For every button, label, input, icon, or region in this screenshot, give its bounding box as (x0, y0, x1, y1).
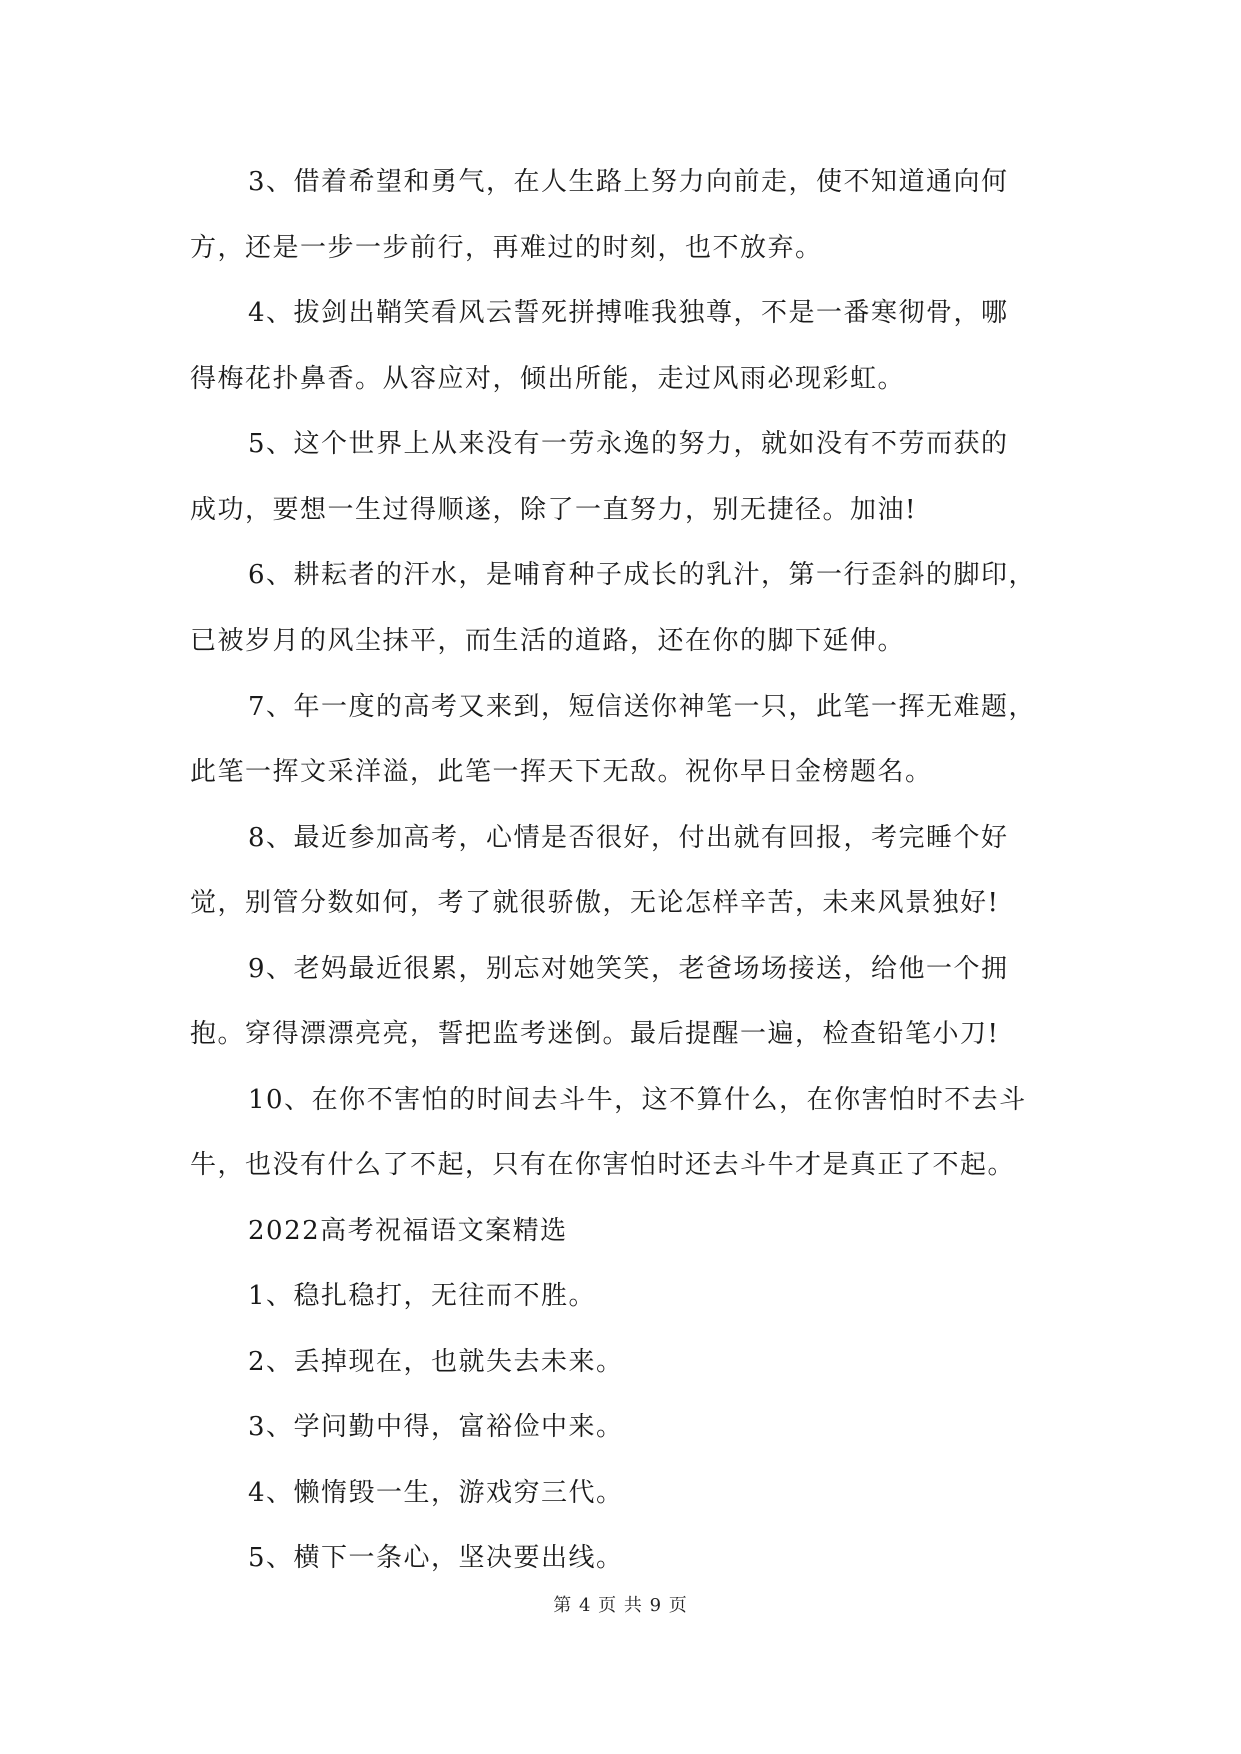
paragraph-10-line-2: 牛，也没有什么了不起，只有在你害怕时还去斗牛才是真正了不起。 (190, 1150, 1016, 1180)
list-item: 3、学问勤中得，富裕俭中来。 (248, 1412, 624, 1442)
paragraph-4-line-2: 得梅花扑鼻香。从容应对，倾出所能，走过风雨必现彩虹。 (190, 364, 906, 394)
paragraph-8-line-2: 觉，别管分数如何，考了就很骄傲，无论怎样辛苦，未来风景独好! (190, 888, 1000, 918)
paragraph-3-line-1: 3、借着希望和勇气，在人生路上努力向前走，使不知道通向何 (248, 167, 1009, 197)
paragraph-8-line-1: 8、最近参加高考，心情是否很好，付出就有回报，考完睡个好 (248, 823, 1009, 853)
page-footer (0, 1594, 1241, 1618)
list-item: 4、懒惰毁一生，游戏穷三代。 (248, 1478, 624, 1508)
list-item: 5、横下一条心，坚决要出线。 (248, 1543, 624, 1573)
paragraph-7-line-1: 7、年一度的高考又来到，短信送你神笔一只，此笔一挥无难题， (248, 692, 1037, 722)
footer-prefix: 第 (553, 1595, 573, 1616)
paragraph-6-line-2: 已被岁月的风尘抹平，而生活的道路，还在你的脚下延伸。 (190, 626, 906, 656)
paragraph-7-line-2: 此笔一挥文采洋溢，此笔一挥天下无敌。祝你早日金榜题名。 (190, 757, 933, 787)
footer-suffix: 页 (668, 1595, 688, 1616)
footer-middle: 页 共 (598, 1595, 643, 1616)
list-item: 2、丢掉现在，也就失去未来。 (248, 1347, 624, 1377)
paragraph-3-line-2: 方，还是一步一步前行，再难过的时刻，也不放弃。 (190, 233, 823, 263)
footer-total-pages: 9 (649, 1595, 663, 1616)
paragraph-9-line-2: 抱。穿得漂漂亮亮，誓把监考迷倒。最后提醒一遍，检查铅笔小刀! (190, 1019, 1000, 1049)
section-title: 2022高考祝福语文案精选 (248, 1216, 568, 1246)
paragraph-6-line-1: 6、耕耘者的汗水，是哺育种子成长的乳汁，第一行歪斜的脚印， (248, 560, 1037, 590)
paragraph-5-line-2: 成功，要想一生过得顺遂，除了一直努力，别无捷径。加油! (190, 495, 917, 525)
paragraph-9-line-1: 9、老妈最近很累，别忘对她笑笑，老爸场场接送，给他一个拥 (248, 954, 1009, 984)
paragraph-10-line-1: 10、在你不害怕的时间去斗牛，这不算什么，在你害怕时不去斗 (248, 1085, 1027, 1115)
list-item: 1、稳扎稳打，无往而不胜。 (248, 1281, 597, 1311)
paragraph-4-line-1: 4、拔剑出鞘笑看风云誓死拼搏唯我独尊，不是一番寒彻骨，哪 (248, 298, 1009, 328)
paragraph-5-line-1: 5、这个世界上从来没有一劳永逸的努力，就如没有不劳而获的 (248, 429, 1009, 459)
footer-current-page: 4 (578, 1595, 592, 1616)
